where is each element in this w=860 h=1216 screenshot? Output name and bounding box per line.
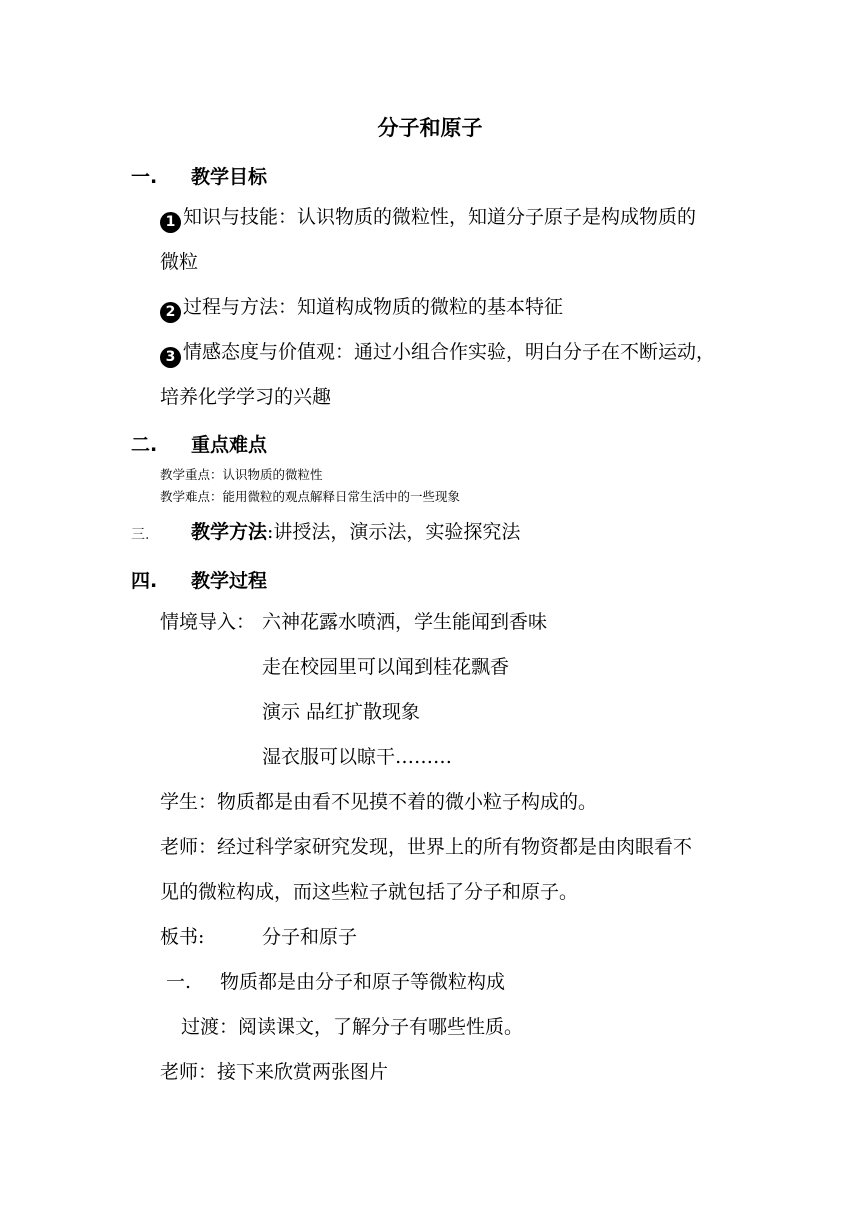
section-2-heading: 重点难点	[191, 434, 268, 456]
board-point-text: 物质都是由分子和原子等微粒构成	[220, 971, 506, 993]
teacher-statement: 老师：经过科学家研究发现，世界上的所有物资都是由肉眼看不	[160, 836, 693, 858]
number-2-icon: 2	[160, 302, 181, 323]
key-point: 教学重点：认识物质的微粒性	[160, 467, 323, 482]
objective-2	[160, 294, 563, 323]
section-3-heading: 教学方法	[191, 521, 268, 543]
section-3-methods: :讲授法，演示法，实验探究法	[267, 521, 521, 543]
section-4-number: 四.	[131, 570, 158, 592]
section-3-line	[191, 519, 520, 545]
section-2-number: 二.	[131, 434, 158, 456]
section-1-number: 一.	[131, 166, 158, 188]
objective-1-text: 知识与技能：认识物质的微粒性，知道分子原子是构成物质的	[183, 206, 697, 228]
teacher-next: 老师：接下来欣赏两张图片	[160, 1061, 389, 1083]
student-statement: 学生：物质都是由看不见摸不着的微小粒子构成的。	[160, 791, 598, 813]
teacher-statement-continued: 见的微粒构成，而这些粒子就包括了分子和原子。	[160, 881, 579, 903]
objective-3	[160, 339, 715, 368]
section-1-heading: 教学目标	[191, 166, 268, 188]
section-3-number: 三.	[131, 527, 150, 543]
number-1-icon: 1	[160, 212, 181, 233]
transition-text: 过渡：阅读课文，了解分子有哪些性质。	[181, 1016, 524, 1038]
board-label: 板书:	[160, 926, 205, 948]
board-text: 分子和原子	[262, 926, 358, 948]
intro-item-1: 六神花露水喷洒，学生能闻到香味	[262, 611, 548, 633]
difficult-point: 教学难点：能用微粒的观点解释日常生活中的一些现象	[160, 489, 461, 504]
intro-item-2: 走在校园里可以闻到桂花飘香	[262, 656, 510, 678]
intro-label: 情境导入：	[160, 611, 256, 633]
objective-3-continued: 培养化学学习的兴趣	[160, 386, 332, 408]
page-title: 分子和原子	[377, 116, 483, 140]
intro-item-4: 湿衣服可以晾干………	[262, 746, 453, 768]
objective-1-continued: 微粒	[160, 251, 199, 273]
number-3-icon: 3	[160, 347, 181, 368]
section-4-heading: 教学过程	[191, 570, 268, 592]
objective-3-text: 情感态度与价值观：通过小组合作实验，明白分子在不断运动，	[183, 341, 716, 363]
objective-1	[160, 204, 696, 233]
objective-2-text: 过程与方法：知道构成物质的微粒的基本特征	[183, 296, 564, 318]
board-point-number: 一.	[166, 971, 192, 993]
intro-item-3: 演示 品红扩散现象	[262, 701, 421, 723]
